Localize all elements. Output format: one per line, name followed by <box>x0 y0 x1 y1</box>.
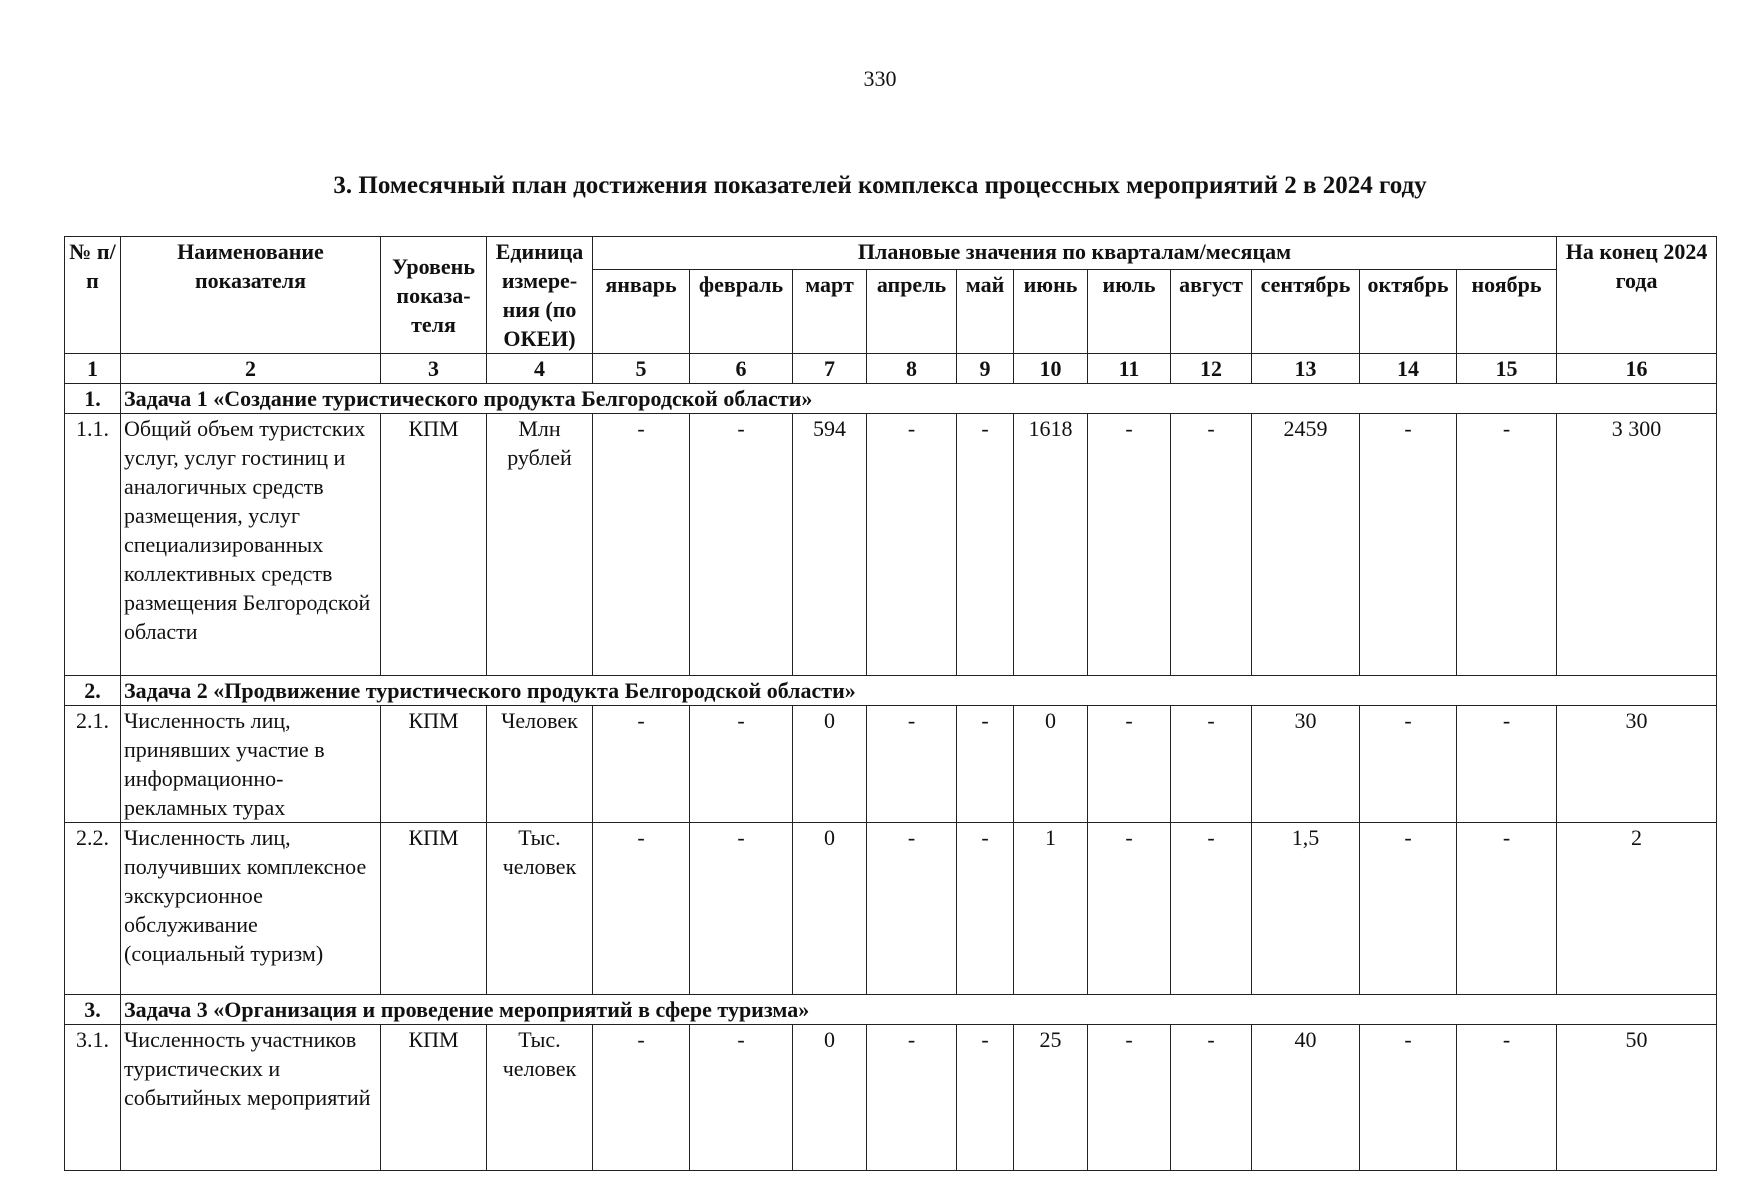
month-value: - <box>1360 706 1457 823</box>
month-value: - <box>593 414 690 676</box>
column-number: 1 <box>65 354 121 384</box>
page-number: 330 <box>863 66 897 91</box>
month-value: - <box>1088 706 1171 823</box>
month-value: - <box>1171 414 1252 676</box>
header-end-of-year: На конец 2024 года <box>1557 237 1717 354</box>
month-value: - <box>1457 823 1557 995</box>
month-value: - <box>957 706 1014 823</box>
indicator-level: КПМ <box>381 1025 487 1171</box>
month-value: - <box>1088 414 1171 676</box>
column-number: 11 <box>1088 354 1171 384</box>
indicators-plan-table <box>64 236 1717 1171</box>
indicator-name: Общий объем туристских услуг, услуг гостиниц и аналогичных средств размещения, услуг специализированных коллективных средств размещения Белгородской области <box>121 414 381 676</box>
indicator-unit: Человек <box>487 706 593 823</box>
month-value: 0 <box>793 823 867 995</box>
indicator-row <box>65 414 1717 676</box>
column-number: 13 <box>1252 354 1360 384</box>
end-of-year-value: 50 <box>1557 1025 1717 1171</box>
table-body <box>65 354 1717 1171</box>
task-row <box>65 384 1717 414</box>
month-value: - <box>957 823 1014 995</box>
column-number: 9 <box>957 354 1014 384</box>
document-title: 3. Помесячный план достижения показателей комплекса процессных мероприятий 2 в 2024 году <box>333 172 1427 199</box>
header-month: январь <box>593 270 690 354</box>
header-month: август <box>1171 270 1252 354</box>
month-value: - <box>1088 823 1171 995</box>
indicator-number: 1.1. <box>65 414 121 676</box>
month-value: - <box>867 1025 957 1171</box>
task-number: 3. <box>65 995 121 1025</box>
column-number: 2 <box>121 354 381 384</box>
header-plan-group: Плановые значения по кварталам/месяцам <box>593 237 1557 270</box>
header-month: апрель <box>867 270 957 354</box>
month-value: - <box>867 706 957 823</box>
indicator-level: КПМ <box>381 706 487 823</box>
table-header <box>65 237 1717 354</box>
header-num: № п/п <box>65 237 121 354</box>
month-value: 30 <box>1252 706 1360 823</box>
task-title: Задача 2 «Продвижение туристического продукта Белгородской области» <box>121 676 1717 706</box>
month-value: - <box>867 414 957 676</box>
indicator-row <box>65 706 1717 823</box>
month-value: - <box>593 1025 690 1171</box>
month-value: - <box>1457 706 1557 823</box>
task-row <box>65 676 1717 706</box>
header-month: ноябрь <box>1457 270 1557 354</box>
end-of-year-value: 3 300 <box>1557 414 1717 676</box>
month-value: 40 <box>1252 1025 1360 1171</box>
month-value: - <box>1360 414 1457 676</box>
end-of-year-value: 2 <box>1557 823 1717 995</box>
column-number: 12 <box>1171 354 1252 384</box>
month-value: - <box>1457 1025 1557 1171</box>
indicator-unit: Тыс. человек <box>487 1025 593 1171</box>
month-value: 25 <box>1014 1025 1088 1171</box>
column-number: 16 <box>1557 354 1717 384</box>
header-month: октябрь <box>1360 270 1457 354</box>
month-value: - <box>1171 1025 1252 1171</box>
indicator-name: Численность лиц, принявших участие в информационно-рекламных турах <box>121 706 381 823</box>
task-title: Задача 1 «Создание туристического продукта Белгородской области» <box>121 384 1717 414</box>
month-value: - <box>690 414 793 676</box>
month-value: - <box>690 823 793 995</box>
task-number: 1. <box>65 384 121 414</box>
column-number: 4 <box>487 354 593 384</box>
indicator-row <box>65 1025 1717 1171</box>
end-of-year-value: 30 <box>1557 706 1717 823</box>
month-value: 0 <box>793 1025 867 1171</box>
month-value: - <box>690 706 793 823</box>
indicator-number: 3.1. <box>65 1025 121 1171</box>
column-number: 8 <box>867 354 957 384</box>
month-value: - <box>593 706 690 823</box>
column-numbers-row <box>65 354 1717 384</box>
indicator-unit: Млн рублей <box>487 414 593 676</box>
month-value: 2459 <box>1252 414 1360 676</box>
header-level: Уровень показа-теля <box>381 237 487 354</box>
task-row <box>65 995 1717 1025</box>
task-number: 2. <box>65 676 121 706</box>
month-value: - <box>1171 706 1252 823</box>
indicator-number: 2.1. <box>65 706 121 823</box>
column-number: 15 <box>1457 354 1557 384</box>
header-month: февраль <box>690 270 793 354</box>
column-number: 7 <box>793 354 867 384</box>
header-month: сентябрь <box>1252 270 1360 354</box>
indicator-row <box>65 823 1717 995</box>
indicator-unit: Тыс. человек <box>487 823 593 995</box>
month-value: 1,5 <box>1252 823 1360 995</box>
month-value: 594 <box>793 414 867 676</box>
indicator-level: КПМ <box>381 414 487 676</box>
month-value: - <box>867 823 957 995</box>
column-number: 5 <box>593 354 690 384</box>
month-value: - <box>690 1025 793 1171</box>
month-value: - <box>1171 823 1252 995</box>
column-number: 14 <box>1360 354 1457 384</box>
header-month: май <box>957 270 1014 354</box>
month-value: - <box>1360 823 1457 995</box>
header-name: Наименование показателя <box>121 237 381 354</box>
header-unit: Единица измере-ния (по ОКЕИ) <box>487 237 593 354</box>
month-value: - <box>593 823 690 995</box>
task-title: Задача 3 «Организация и проведение мероприятий в сфере туризма» <box>121 995 1717 1025</box>
header-month: март <box>793 270 867 354</box>
header-month: июль <box>1088 270 1171 354</box>
month-value: 1618 <box>1014 414 1088 676</box>
month-value: - <box>1360 1025 1457 1171</box>
column-number: 3 <box>381 354 487 384</box>
header-month: июнь <box>1014 270 1088 354</box>
month-value: - <box>957 414 1014 676</box>
month-value: - <box>1088 1025 1171 1171</box>
month-value: 1 <box>1014 823 1088 995</box>
column-number: 10 <box>1014 354 1088 384</box>
month-value: - <box>1457 414 1557 676</box>
indicator-level: КПМ <box>381 823 487 995</box>
month-value: 0 <box>1014 706 1088 823</box>
indicator-name: Численность лиц, получивших комплексное экскурсионное обслуживание (социальный туризм) <box>121 823 381 995</box>
column-number: 6 <box>690 354 793 384</box>
month-value: 0 <box>793 706 867 823</box>
indicator-number: 2.2. <box>65 823 121 995</box>
indicator-name: Численность участников туристических и событийных мероприятий <box>121 1025 381 1171</box>
month-value: - <box>957 1025 1014 1171</box>
